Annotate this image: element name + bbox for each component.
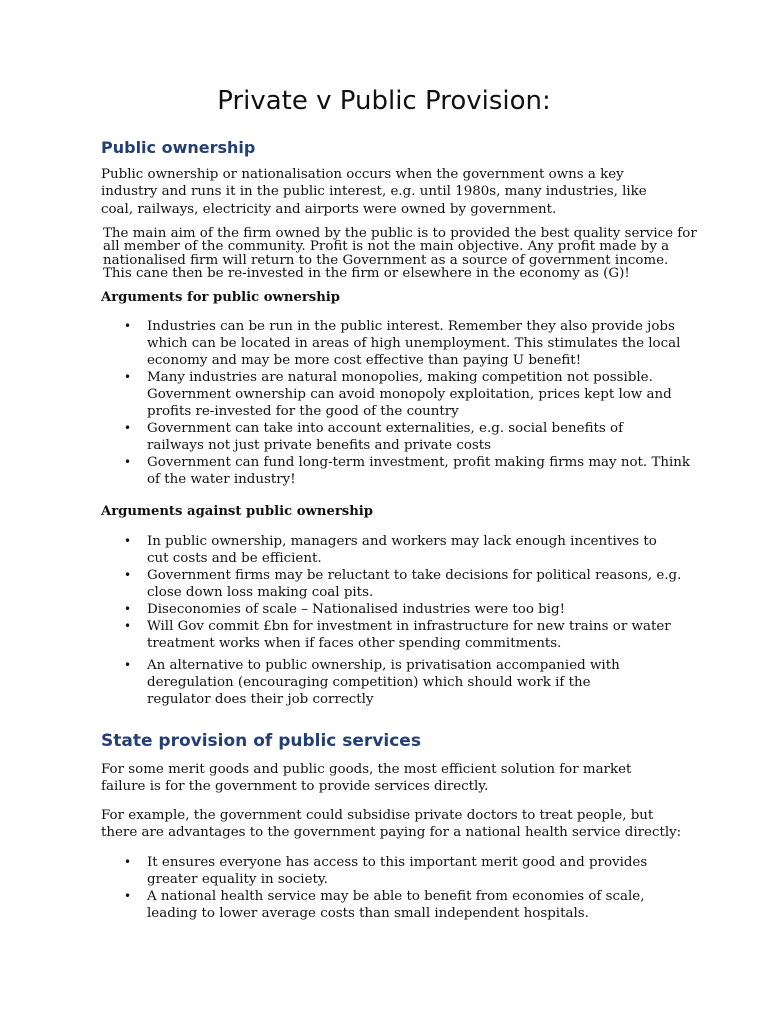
- list-item-line: Many industries are natural monopolies, making competition not possible.: [147, 370, 653, 385]
- paragraph-line: For example, the government could subsidise private doctors to treat people, but: [101, 808, 654, 823]
- list-item: [0, 420, 690, 454]
- aim-line: The main aim of the firm owned by the public is to provided the best quality service for: [103, 226, 697, 241]
- list-item: [0, 657, 681, 708]
- list-item-line: In public ownership, managers and workers may lack enough incentives to: [147, 534, 657, 549]
- bullet-icon: •: [124, 619, 132, 633]
- state-provision-example: [101, 807, 681, 842]
- state-provision-heading: State provision of public services: [101, 731, 421, 751]
- list-item: [0, 454, 690, 488]
- list-item-line: close down loss making coal pits.: [147, 585, 374, 600]
- list-item-line: leading to lower average costs than small independent hospitals.: [147, 906, 589, 921]
- bullet-icon: •: [124, 568, 132, 582]
- list-item-line: An alternative to public ownership, is privatisation accompanied with: [147, 658, 620, 673]
- paragraph-line: there are advantages to the government paying for a national health service directly:: [101, 825, 682, 841]
- list-item-line: Will Gov commit £bn for investment in infrastructure for new trains or water: [147, 619, 671, 634]
- list-item-line: cut costs and be efficient.: [147, 551, 322, 566]
- bullet-icon: •: [124, 602, 132, 616]
- bullet-icon: •: [124, 319, 132, 333]
- intro-line: Public ownership or nationalisation occurs when the government owns a key: [101, 167, 624, 182]
- bullet-icon: •: [124, 421, 132, 435]
- list-item-line: greater equality in society.: [147, 872, 328, 887]
- public-ownership-aim: [103, 227, 697, 281]
- list-item-line: of the water industry!: [147, 472, 296, 487]
- paragraph-line: For some merit goods and public goods, the most efficient solution for market: [101, 762, 632, 777]
- aim-line: This cane then be re-invested in the firm or elsewhere in the economy as (G)!: [103, 266, 630, 282]
- bullet-icon: •: [124, 855, 132, 869]
- list-item: [0, 567, 681, 601]
- list-item-line: Government firms may be reluctant to take decisions for political reasons, e.g.: [147, 568, 682, 583]
- arguments-for-heading: Arguments for public ownership: [101, 290, 341, 305]
- list-item: [0, 601, 681, 618]
- state-provision-list: [0, 854, 647, 922]
- bullet-icon: •: [124, 370, 132, 384]
- list-item-line: profits re-invested for the good of the country: [147, 404, 459, 419]
- state-provision-paragraph: [101, 761, 631, 796]
- list-item-line: Government can take into account externalities, e.g. social benefits of: [147, 421, 624, 436]
- arguments-against-list: [0, 533, 681, 708]
- list-item-line: It ensures everyone has access to this important merit good and provides: [147, 855, 648, 870]
- list-item-line: Government ownership can avoid monopoly exploitation, prices kept low and: [147, 387, 672, 402]
- list-item-line: treatment works when if faces other spending commitments.: [147, 636, 562, 651]
- aim-line: nationalised firm will return to the Government as a source of government income.: [103, 252, 669, 268]
- list-item: [0, 533, 681, 567]
- list-item-line: Diseconomies of scale – Nationalised industries were too big!: [147, 602, 565, 617]
- list-item-line: railways not just private benefits and private costs: [147, 438, 492, 453]
- intro-line: coal, railways, electricity and airports were owned by government.: [101, 201, 557, 217]
- bullet-icon: •: [124, 455, 132, 469]
- list-item-line: deregulation (encouraging competition) which should work if the: [147, 675, 591, 690]
- bullet-icon: •: [124, 658, 132, 672]
- intro-line: industry and runs it in the public interest, e.g. until 1980s, many industries, like: [101, 184, 647, 200]
- list-item: [0, 854, 647, 888]
- list-item-line: which can be located in areas of high unemployment. This stimulates the local: [147, 336, 681, 351]
- list-item-line: economy and may be more cost effective than paying U benefit!: [147, 353, 582, 368]
- list-item-line: Industries can be run in the public interest. Remember they also provide jobs: [147, 319, 675, 334]
- list-item-line: Government can fund long-term investment, profit making firms may not. Think: [147, 455, 691, 470]
- paragraph-line: failure is for the government to provide services directly.: [101, 779, 489, 795]
- list-item: [0, 888, 647, 922]
- list-item-line: regulator does their job correctly: [147, 692, 374, 707]
- list-item: [0, 318, 690, 369]
- arguments-for-list: [0, 318, 690, 488]
- list-item: [0, 369, 690, 420]
- list-item: [0, 618, 681, 652]
- arguments-against-heading: Arguments against public ownership: [101, 504, 374, 519]
- bullet-icon: •: [124, 889, 132, 903]
- aim-line: all member of the community. Profit is not the main objective. Any profit made by a: [103, 239, 670, 255]
- bullet-icon: •: [124, 534, 132, 548]
- public-ownership-intro: [101, 166, 647, 218]
- public-ownership-heading: Public ownership: [101, 138, 256, 157]
- list-item-line: A national health service may be able to benefit from economies of scale,: [147, 889, 645, 904]
- page-title: Private v Public Provision:: [217, 86, 551, 116]
